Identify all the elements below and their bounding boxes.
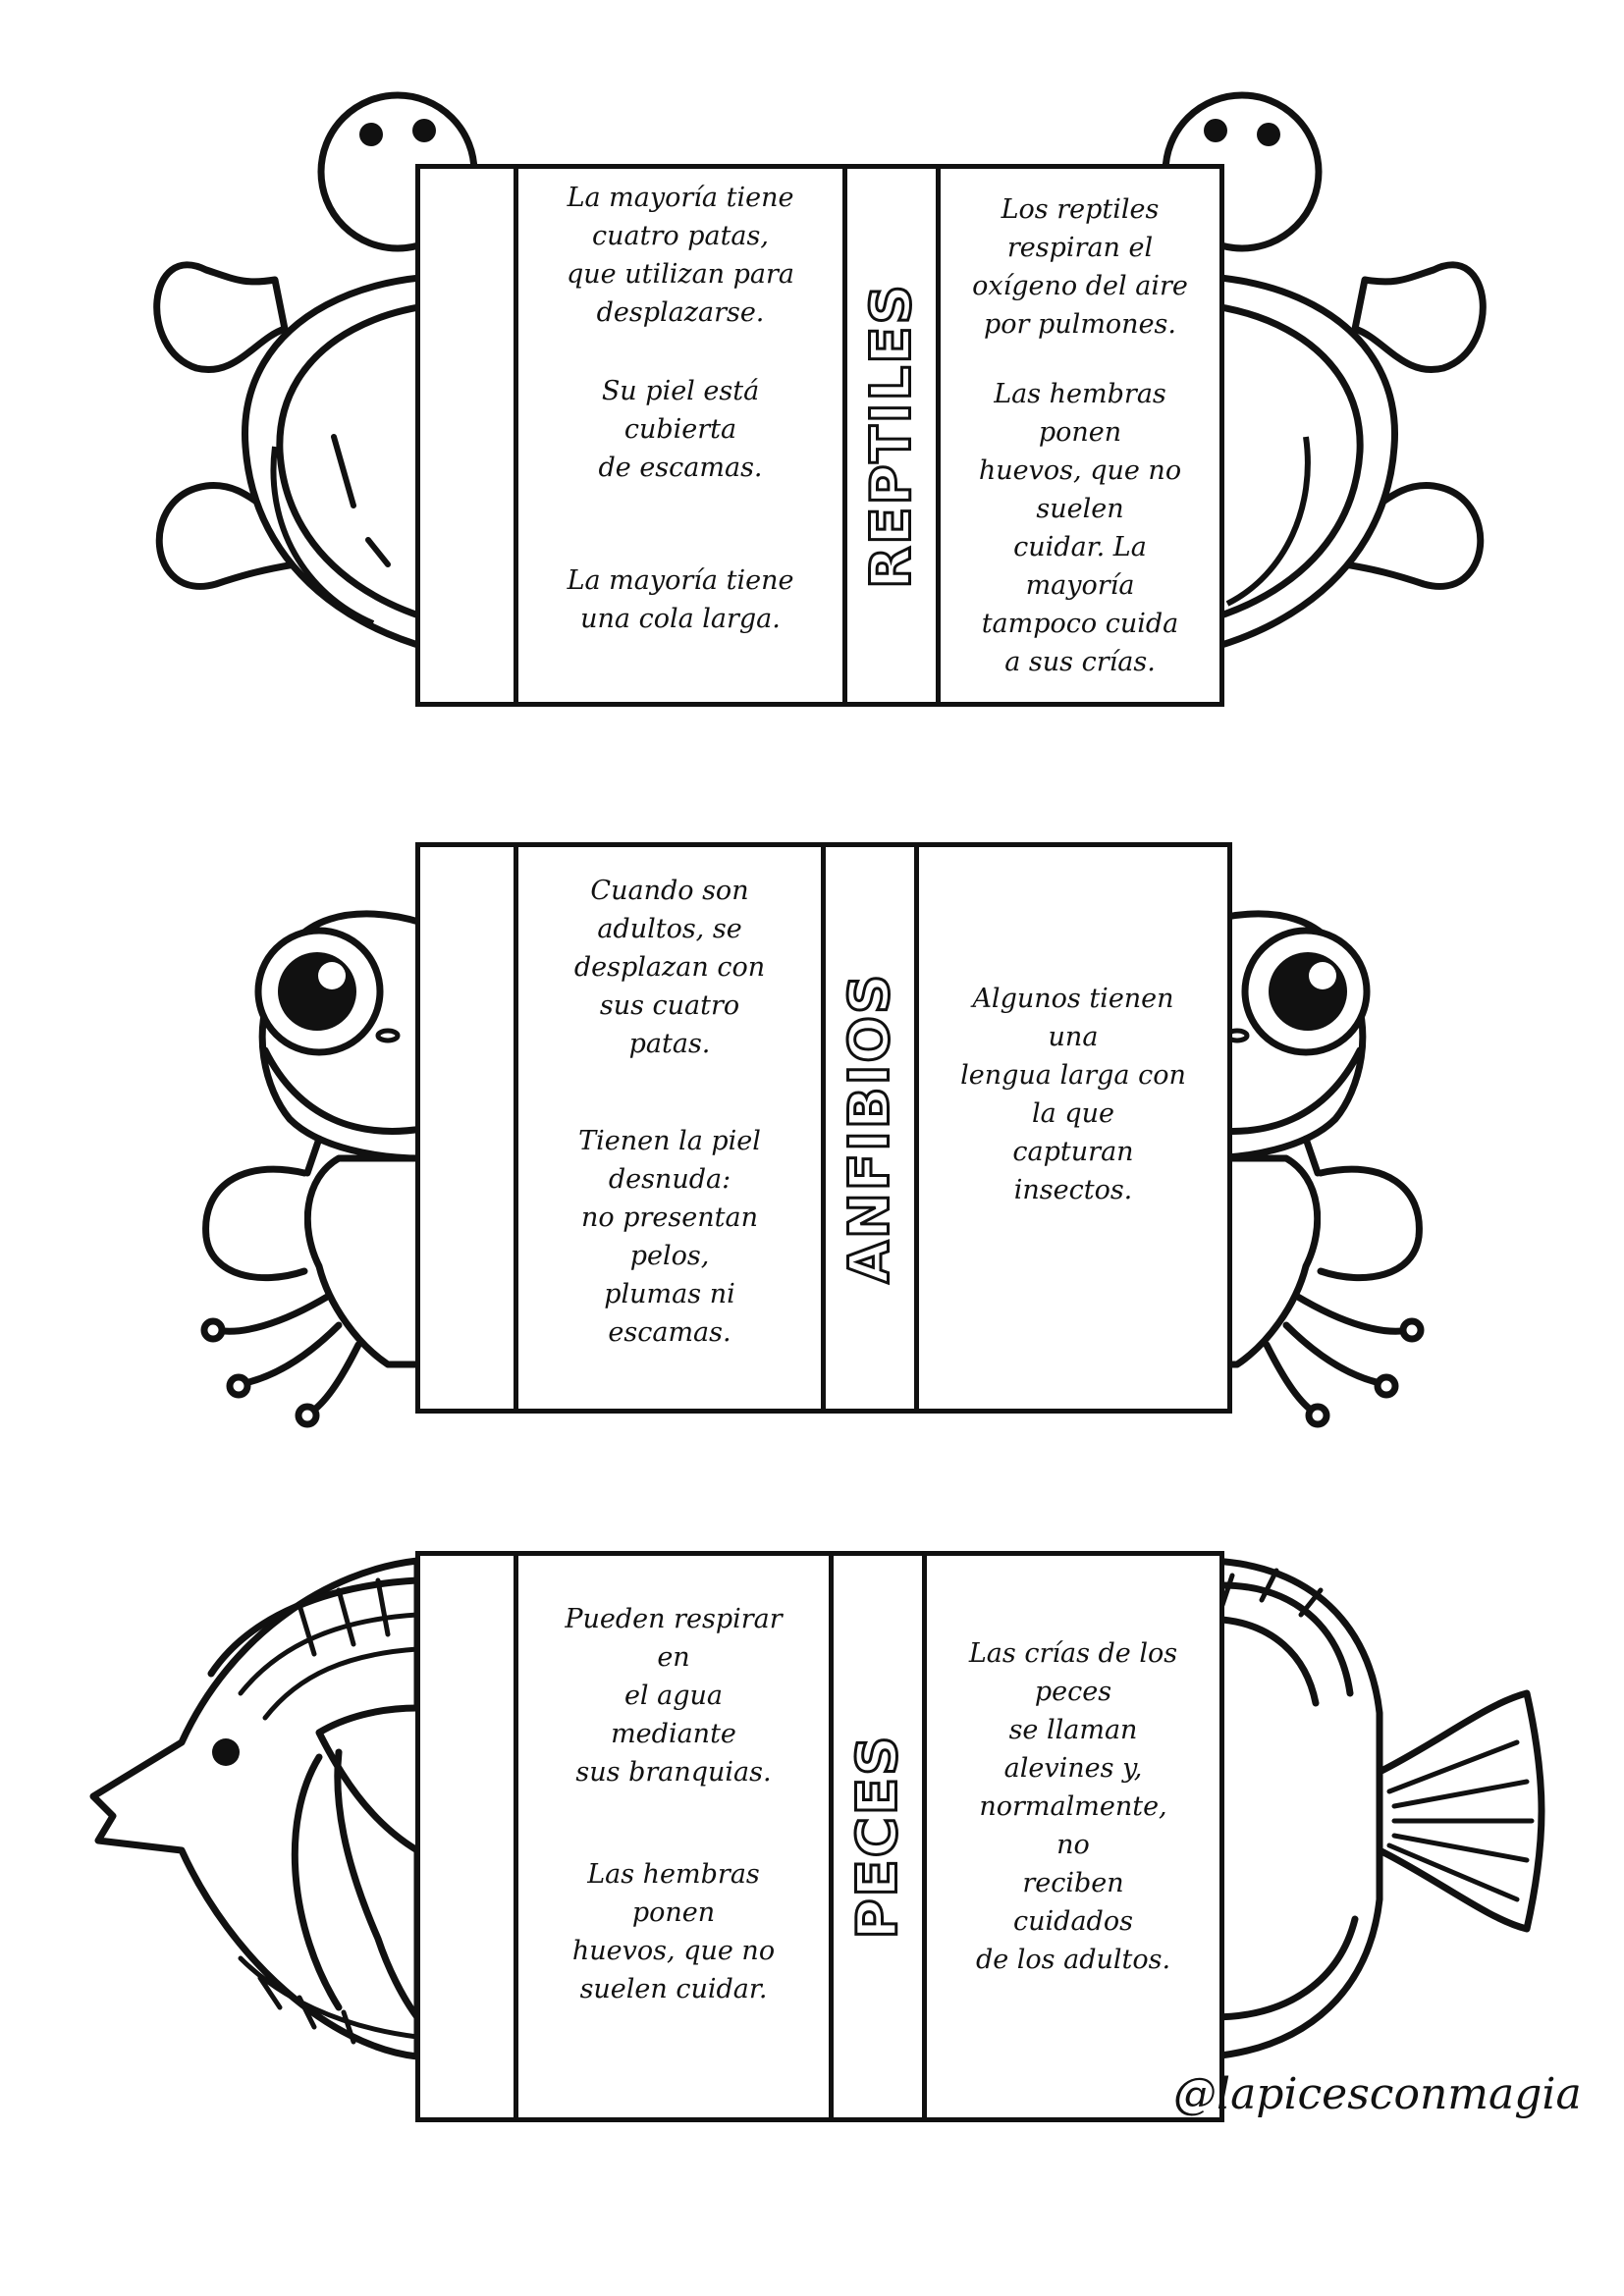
reptiles-right-column (941, 169, 1219, 702)
reptiles-title: REPTILES (859, 282, 924, 589)
reptiles-left-text-3: La mayoría tiene una cola larga. (567, 565, 794, 634)
reptiles-right-text-1: Los reptiles respiran el oxígeno del aire por pulmones. (972, 194, 1188, 340)
anfibios-title: ANFIBIOS (838, 972, 902, 1284)
anfibios-side-bar (420, 847, 518, 1409)
anfibios-card (93, 834, 1532, 1423)
peces-left-column (518, 1556, 829, 2117)
peces-panel (415, 1551, 1224, 2122)
author-signature: @lapicesconmagia (1173, 2069, 1582, 2119)
peces-side-bar (420, 1556, 518, 2117)
reptiles-side-bar (420, 169, 518, 702)
reptiles-panel (415, 164, 1224, 707)
anfibios-panel (415, 842, 1232, 1414)
reptiles-left-text-1: La mayoría tiene cuatro patas, que utilizan para desplazarse. (566, 183, 795, 328)
anfibios-left-text-1: Cuando son adultos, se desplazan con sus cuatro patas. (573, 876, 766, 1059)
reptiles-left-column (518, 169, 842, 702)
peces-spine (829, 1556, 927, 2117)
peces-right-text-1: Las crías de los peces se llaman alevines y, normalmente, no reciben cuidados de los adultos. (968, 1638, 1178, 1975)
reptiles-spine (842, 169, 941, 702)
peces-right-column (927, 1556, 1219, 2117)
anfibios-right-column (919, 847, 1227, 1409)
peces-title: PECES (845, 1734, 910, 1940)
reptiles-left-text-2: Su piel está cubierta de escamas. (598, 376, 763, 483)
anfibios-right-text-1: Algunos tienen una lengua larga con la que capturan insectos. (960, 984, 1186, 1205)
anfibios-left-column (518, 847, 821, 1409)
peces-left-text-1: Pueden respirar en el agua mediante sus branquias. (565, 1604, 783, 1788)
reptiles-right-text-2: Las hembras ponen huevos, que no suelen cuidar. La mayoría tampoco cuida a sus crías. (978, 379, 1182, 677)
peces-card (83, 1546, 1546, 2135)
anfibios-spine (821, 847, 919, 1409)
reptiles-card (128, 74, 1512, 721)
anfibios-left-text-2: Tienen la piel desnuda: no presentan pelos, plumas ni escamas. (578, 1126, 761, 1348)
peces-left-text-2: Las hembras ponen huevos, que no suelen cuidar. (571, 1859, 776, 2004)
